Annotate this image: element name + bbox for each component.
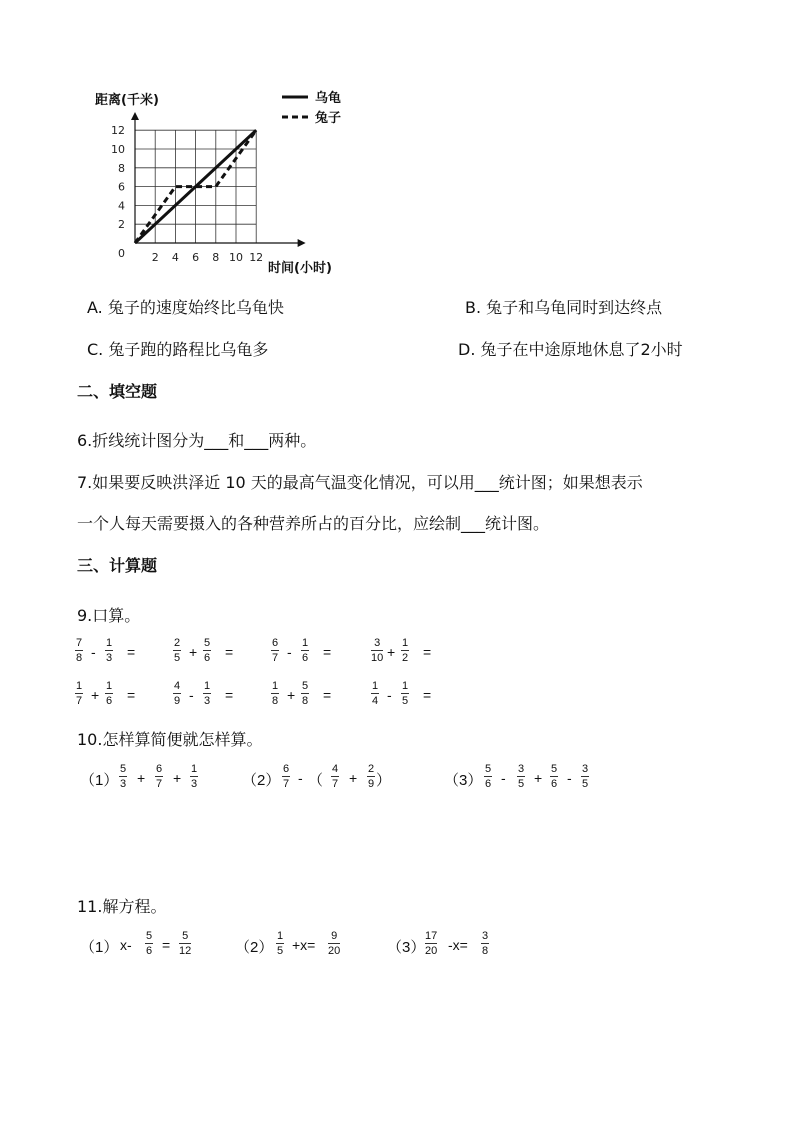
- chart-svg: [0, 0, 794, 290]
- numerator: 5: [484, 763, 492, 775]
- operator: -: [287, 644, 292, 660]
- equation-text: x-: [120, 937, 132, 953]
- operator: +: [349, 770, 358, 786]
- fraction-operand: [203, 637, 211, 664]
- part-label: （3）: [387, 939, 426, 956]
- operator: -: [189, 687, 194, 703]
- numerator: 1: [401, 637, 409, 649]
- numerator: 5: [182, 930, 189, 942]
- fraction-operand: [75, 637, 83, 664]
- operator: -: [387, 687, 392, 703]
- numerator: 6: [155, 763, 163, 775]
- denominator: 5: [581, 778, 589, 790]
- numerator: 1: [371, 680, 379, 692]
- question-10-title: 10.怎样算简便就怎样算。: [77, 730, 263, 749]
- denominator: 9: [173, 695, 181, 707]
- equals-sign: =: [423, 644, 432, 660]
- operator: +: [173, 770, 182, 786]
- equals-sign: =: [162, 937, 171, 953]
- fraction-operand: [119, 763, 127, 790]
- equals-sign: =: [225, 687, 234, 703]
- part-label: （3）: [444, 772, 483, 789]
- numerator: 1: [271, 680, 279, 692]
- denominator: 7: [75, 695, 83, 707]
- fraction-operand: [367, 763, 375, 790]
- y-axis-label: 距离(千米): [95, 93, 159, 108]
- numerator: 9: [331, 930, 338, 942]
- left-paren: （: [308, 772, 324, 789]
- fraction-bar: [331, 776, 339, 777]
- section-calculation-heading: 三、计算题: [77, 556, 158, 575]
- fraction-operand: [401, 637, 409, 664]
- option-d[interactable]: D. 兔子在中途原地休息了2小时: [458, 340, 683, 359]
- numerator: 5: [301, 680, 309, 692]
- section-fill-blank-heading: 二、填空题: [77, 382, 158, 401]
- fraction-bar: [371, 693, 379, 694]
- denominator: 20: [425, 945, 438, 957]
- fraction-operand: [276, 930, 284, 957]
- numerator: 5: [119, 763, 127, 775]
- line-chart: [0, 0, 794, 290]
- fraction-bar: [75, 650, 83, 651]
- denominator: 3: [119, 778, 127, 790]
- numerator: 5: [550, 763, 558, 775]
- fraction-bar: [145, 943, 153, 944]
- denominator: 20: [328, 945, 341, 957]
- denominator: 3: [105, 652, 113, 664]
- x-tick-label: 12: [249, 251, 264, 264]
- fraction-operand: [105, 637, 113, 664]
- y-tick-label: 2: [118, 218, 125, 232]
- fraction-bar: [328, 943, 340, 944]
- numerator: 2: [173, 637, 181, 649]
- fraction-bar: [484, 776, 492, 777]
- legend-label: 兔子: [315, 111, 342, 126]
- denominator: 7: [282, 778, 290, 790]
- fraction-bar: [75, 693, 83, 694]
- denominator: 6: [301, 652, 309, 664]
- denominator: 6: [203, 652, 211, 664]
- numerator: 6: [271, 637, 279, 649]
- equals-sign: =: [127, 644, 136, 660]
- fraction-bar: [425, 943, 437, 944]
- fraction-operand: [328, 930, 340, 957]
- numerator: 3: [481, 930, 489, 942]
- fraction-operand: [203, 680, 211, 707]
- fraction-bar: [173, 693, 181, 694]
- fraction-bar: [276, 943, 284, 944]
- denominator: 10: [371, 652, 384, 664]
- denominator: 8: [271, 695, 279, 707]
- denominator: 7: [271, 652, 279, 664]
- origin-label: 0: [118, 247, 125, 260]
- operator: -: [298, 770, 303, 786]
- fraction-operand: [301, 637, 309, 664]
- fraction-bar: [301, 693, 309, 694]
- question-11-title: 11.解方程。: [77, 897, 167, 916]
- denominator: 3: [203, 695, 211, 707]
- operator: +: [287, 687, 296, 703]
- fraction-operand: [271, 680, 279, 707]
- fraction-bar: [105, 693, 113, 694]
- operator: -: [501, 770, 506, 786]
- denominator: 7: [331, 778, 339, 790]
- fraction-bar: [203, 650, 211, 651]
- fraction-operand: [371, 637, 383, 664]
- numerator: 1: [401, 680, 409, 692]
- equals-sign: =: [323, 644, 332, 660]
- numerator: 4: [331, 763, 339, 775]
- denominator: 3: [190, 778, 198, 790]
- fraction-operand: [282, 763, 290, 790]
- fraction-operand: [481, 930, 489, 957]
- y-axis-arrow: [131, 112, 139, 120]
- fraction-bar: [367, 776, 375, 777]
- fraction-operand: [190, 763, 198, 790]
- option-a[interactable]: A. 兔子的速度始终比乌龟快: [87, 298, 284, 317]
- denominator: 5: [401, 695, 409, 707]
- question-9-title: 9.口算。: [77, 606, 141, 625]
- fraction-bar: [401, 693, 409, 694]
- fraction-operand: [331, 763, 339, 790]
- fraction-bar: [155, 776, 163, 777]
- fraction-operand: [105, 680, 113, 707]
- denominator: 6: [145, 945, 153, 957]
- numerator: 1: [190, 763, 198, 775]
- fraction-bar: [550, 776, 558, 777]
- operator: +: [137, 770, 146, 786]
- question-7-line1: 7.如果要反映洪泽近 10 天的最高气温变化情况，可以用___统计图；如果想表示: [77, 473, 643, 492]
- part-label: （1）: [80, 772, 119, 789]
- denominator: 12: [179, 945, 192, 957]
- denominator: 6: [105, 695, 113, 707]
- fraction-operand: [517, 763, 525, 790]
- operator: +: [387, 644, 396, 660]
- fraction-bar: [271, 650, 279, 651]
- operator: -: [567, 770, 572, 786]
- x-tick-label: 4: [171, 251, 179, 264]
- y-tick-label: 8: [118, 161, 125, 175]
- denominator: 5: [173, 652, 181, 664]
- equals-sign: =: [127, 687, 136, 703]
- fraction-bar: [371, 650, 383, 651]
- equation-text: -x=: [448, 937, 468, 953]
- denominator: 4: [371, 695, 379, 707]
- numerator: 3: [517, 763, 525, 775]
- fraction-bar: [401, 650, 409, 651]
- fraction-operand: [271, 637, 279, 664]
- fraction-operand: [401, 680, 409, 707]
- numerator: 1: [276, 930, 284, 942]
- x-axis-label: 时间(小时): [268, 261, 332, 276]
- part-label: （1）: [80, 939, 119, 956]
- fraction-operand: [301, 680, 309, 707]
- fraction-bar: [581, 776, 589, 777]
- fraction-bar: [282, 776, 290, 777]
- question-6: 6.折线统计图分为___和___两种。: [77, 431, 317, 450]
- equation-text: +x=: [292, 937, 316, 953]
- operator: +: [534, 770, 543, 786]
- operator: -: [91, 644, 96, 660]
- denominator: 5: [517, 778, 525, 790]
- denominator: 2: [401, 652, 409, 664]
- right-paren: ）: [376, 772, 392, 789]
- fraction-bar: [517, 776, 525, 777]
- x-tick-label: 8: [212, 251, 220, 264]
- fraction-bar: [173, 650, 181, 651]
- numerator: 1: [75, 680, 83, 692]
- denominator: 5: [276, 945, 284, 957]
- numerator: 5: [203, 637, 211, 649]
- denominator: 9: [367, 778, 375, 790]
- option-b[interactable]: B. 兔子和乌龟同时到达终点: [465, 298, 663, 317]
- fraction-bar: [271, 693, 279, 694]
- y-tick-label: 4: [118, 199, 125, 213]
- fraction-operand: [155, 763, 163, 790]
- fraction-bar: [203, 693, 211, 694]
- fraction-operand: [425, 930, 437, 957]
- fraction-operand: [173, 637, 181, 664]
- fraction-operand: [484, 763, 492, 790]
- numerator: 4: [173, 680, 181, 692]
- numerator: 7: [75, 637, 83, 649]
- denominator: 8: [481, 945, 489, 957]
- numerator: 3: [581, 763, 589, 775]
- part-label: （2）: [242, 772, 281, 789]
- fraction-operand: [371, 680, 379, 707]
- denominator: 6: [484, 778, 492, 790]
- denominator: 7: [155, 778, 163, 790]
- fraction-bar: [190, 776, 198, 777]
- numerator: 1: [105, 680, 113, 692]
- equals-sign: =: [323, 687, 332, 703]
- fraction-operand: [173, 680, 181, 707]
- fraction-bar: [301, 650, 309, 651]
- fraction-operand: [75, 680, 83, 707]
- denominator: 6: [550, 778, 558, 790]
- equals-sign: =: [423, 687, 432, 703]
- x-tick-label: 10: [229, 251, 243, 264]
- numerator: 1: [301, 637, 309, 649]
- numerator: 5: [145, 930, 153, 942]
- operator: +: [91, 687, 100, 703]
- numerator: 1: [105, 637, 113, 649]
- x-tick-label: 6: [192, 251, 200, 264]
- fraction-operand: [550, 763, 558, 790]
- equals-sign: =: [225, 644, 234, 660]
- legend-label: 乌龟: [315, 91, 342, 106]
- denominator: 8: [75, 652, 83, 664]
- fraction-bar: [105, 650, 113, 651]
- numerator: 2: [367, 763, 375, 775]
- denominator: 8: [301, 695, 309, 707]
- x-axis-arrow: [298, 239, 306, 247]
- fraction-operand: [145, 930, 153, 957]
- y-tick-label: 10: [111, 143, 125, 156]
- fraction-operand: [179, 930, 191, 957]
- numerator: 6: [282, 763, 290, 775]
- operator: +: [189, 644, 198, 660]
- x-tick-label: 2: [151, 251, 159, 264]
- fraction-bar: [119, 776, 127, 777]
- y-tick-label: 12: [111, 124, 125, 138]
- option-c[interactable]: C. 兔子跑的路程比乌龟多: [87, 340, 269, 359]
- question-7-line2: 一个人每天需要摄入的各种营养所占的百分比，应绘制___统计图。: [77, 514, 550, 533]
- fraction-operand: [581, 763, 589, 790]
- y-tick-label: 6: [118, 180, 125, 194]
- numerator: 17: [425, 930, 438, 942]
- part-label: （2）: [235, 939, 274, 956]
- fraction-bar: [481, 943, 489, 944]
- numerator: 1: [203, 680, 211, 692]
- fraction-bar: [179, 943, 191, 944]
- numerator: 3: [374, 637, 381, 649]
